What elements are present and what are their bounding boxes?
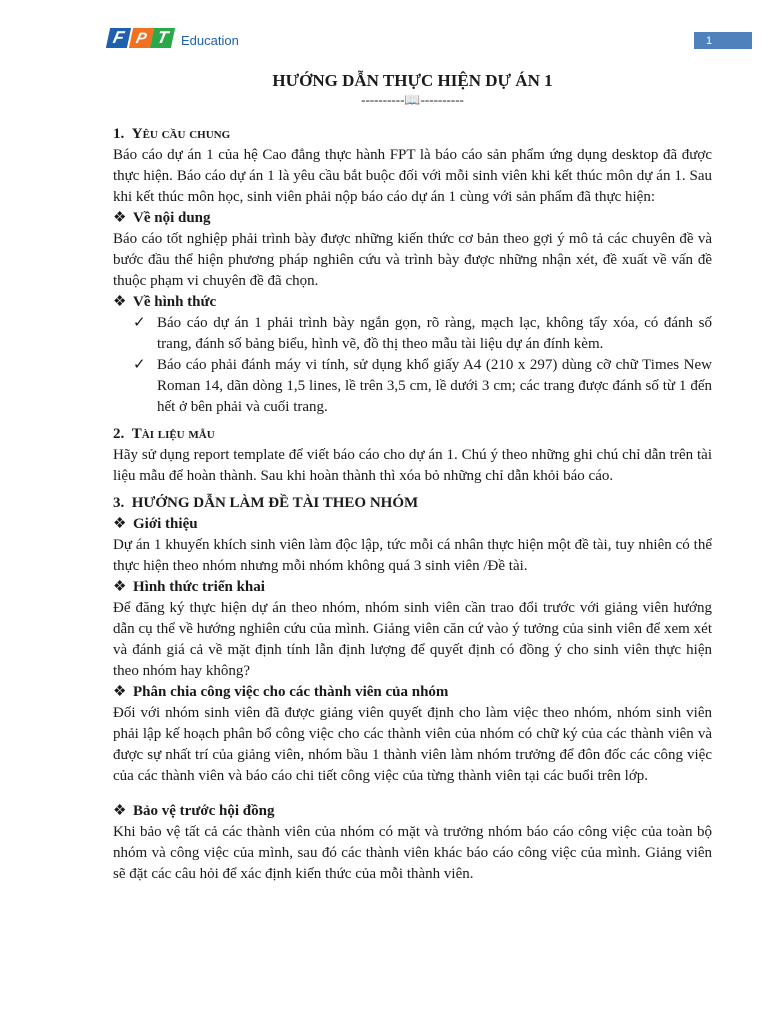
diamond-bullet-icon: ❖ (113, 210, 127, 226)
content-heading (113, 208, 712, 229)
logo-text: Education (181, 32, 239, 48)
content-heading-text: Về nội dung (133, 210, 211, 226)
title-divider: ----------📖---------- (361, 92, 464, 107)
checkmark-icon: ✓ (133, 315, 146, 331)
page-number: 1 (706, 34, 713, 47)
section-2-text: Hãy sử dụng report template để viết báo cáo cho dự án 1. Chú ý theo những ghi chú chỉ dẫn trên tài liệu mẫu để hoàn thành. Sau khi hoàn thành thì xóa bỏ những chỉ dẫn khỏi báo cáo. (113, 447, 712, 484)
subsection-text: Dự án 1 khuyến khích sinh viên làm độc lập, tức mỗi cá nhân thực hiện một đề tài, tuy nhiên có thể thực hiện theo nhóm nhưng mỗi nhóm không quá 3 sinh viên /Đề tài. (113, 537, 712, 574)
subsection-heading-text: Hình thức triển khai (133, 579, 265, 595)
subsection-heading (113, 577, 712, 598)
form-heading (113, 292, 712, 313)
subsection-text: Đối với nhóm sinh viên đã được giảng viên quyết định cho làm việc theo nhóm, nhóm sinh viên phải lập kế hoạch phân bổ công việc cho các thành viên của nhóm có chữ ký của các thành viên và được sự nhất trí của giảng viên, nhóm bầu 1 thành viên làm nhóm trưởng để đôn đốc các công việc của các thành viên và báo cáo chi tiết công việc của từng thành viên tại các buổi trên lớp. (113, 705, 712, 784)
section-3-title: HƯỚNG DẪN LÀM ĐỀ TÀI THEO NHÓM (131, 495, 419, 511)
document-body (113, 70, 712, 885)
diamond-bullet-icon: ❖ (113, 516, 127, 532)
checkmark-icon: ✓ (133, 357, 146, 373)
logo-letter-p: P (129, 28, 154, 48)
section-2-heading (113, 424, 712, 445)
subsection-text: Để đăng ký thực hiện dự án theo nhóm, nhóm sinh viên cần trao đổi trước với giảng viên hướng dẫn cụ thể về hướng nghiên cứu của mình. Giảng viên căn cứ vào ý tưởng của sinh viên để xem xét và đánh giá cả về mặt định tính lẫn định lượng để quyết định có đồng ý cho sinh viên thực hiện theo nhóm hay không? (113, 600, 712, 679)
form-item (133, 355, 712, 418)
subsection-text: Khi bảo vệ tất cả các thành viên của nhóm có mặt và trưởng nhóm báo cáo công việc của toàn bộ nhóm và công việc của mình, sau đó các thành viên khác báo cáo công việc của mình. Giảng viên sẽ đặt các câu hỏi để xác định kiến thức của mỗi thành viên. (113, 824, 712, 882)
section-1-intro: Báo cáo dự án 1 của hệ Cao đẳng thực hành FPT là báo cáo sản phẩm ứng dụng desktop đã được thực hiện. Báo cáo dự án 1 là yêu cầu bắt buộc đối với mỗi sinh viên khi kết thúc môn dự án 1. Sau khi kết thúc môn học, sinh viên phải nộp báo cáo dự án 1 cùng với sản phẩm đã thực hiện: (113, 147, 712, 205)
page-number-badge (694, 32, 752, 49)
section-3-heading (113, 493, 712, 514)
subsection-heading-text: Bảo vệ trước hội đồng (133, 803, 275, 819)
diamond-bullet-icon: ❖ (113, 294, 127, 310)
content-text: Báo cáo tốt nghiệp phải trình bày được những kiến thức cơ bản theo gợi ý mô tả các chuyên đề và bước đầu thể hiện phương pháp nghiên cứu và trình bày được những nhận xét, đề xuất về vấn đề thuộc phạm vi chuyên đề đã chọn. (113, 231, 712, 289)
form-item (133, 313, 712, 355)
section-1-heading (113, 124, 712, 145)
document-title: HƯỚNG DẪN THỰC HIỆN DỰ ÁN 1 (272, 71, 553, 90)
form-heading-text: Về hình thức (133, 294, 217, 310)
subsection-heading-text: Giới thiệu (133, 516, 198, 532)
section-2-number: 2. (113, 426, 125, 442)
subsection-heading-text: Phân chia công việc cho các thành viên của nhóm (133, 684, 449, 700)
section-2-title: Tài liệu mẫu (131, 426, 215, 442)
form-item-text: Báo cáo phải đánh máy vi tính, sử dụng khổ giấy A4 (210 x 297) dùng cỡ chữ Times New Roman 14, dãn dòng 1,5 lines, lề trên 3,5 cm, lề dưới 3 cm; các trang được đánh số từ 1 đến hết ở bên phải và cuối trang. (157, 357, 712, 415)
diamond-bullet-icon: ❖ (113, 684, 127, 700)
fpt-education-logo (108, 22, 239, 54)
subsection-heading (113, 801, 712, 822)
diamond-bullet-icon: ❖ (113, 579, 127, 595)
logo-letter-t: T (150, 28, 175, 48)
section-1-title: Yêu cầu chung (131, 126, 231, 142)
form-item-text: Báo cáo dự án 1 phải trình bày ngắn gọn, rõ ràng, mạch lạc, không tẩy xóa, có đánh số trang, đánh số bảng biểu, hình vẽ, đồ thị theo mẫu tài liệu dự án đính kèm. (157, 315, 712, 352)
logo-letter-f: F (106, 28, 131, 48)
section-1-number: 1. (113, 126, 125, 142)
section-3-number: 3. (113, 495, 125, 511)
diamond-bullet-icon: ❖ (113, 803, 127, 819)
subsection-heading (113, 682, 712, 703)
subsection-heading (113, 514, 712, 535)
